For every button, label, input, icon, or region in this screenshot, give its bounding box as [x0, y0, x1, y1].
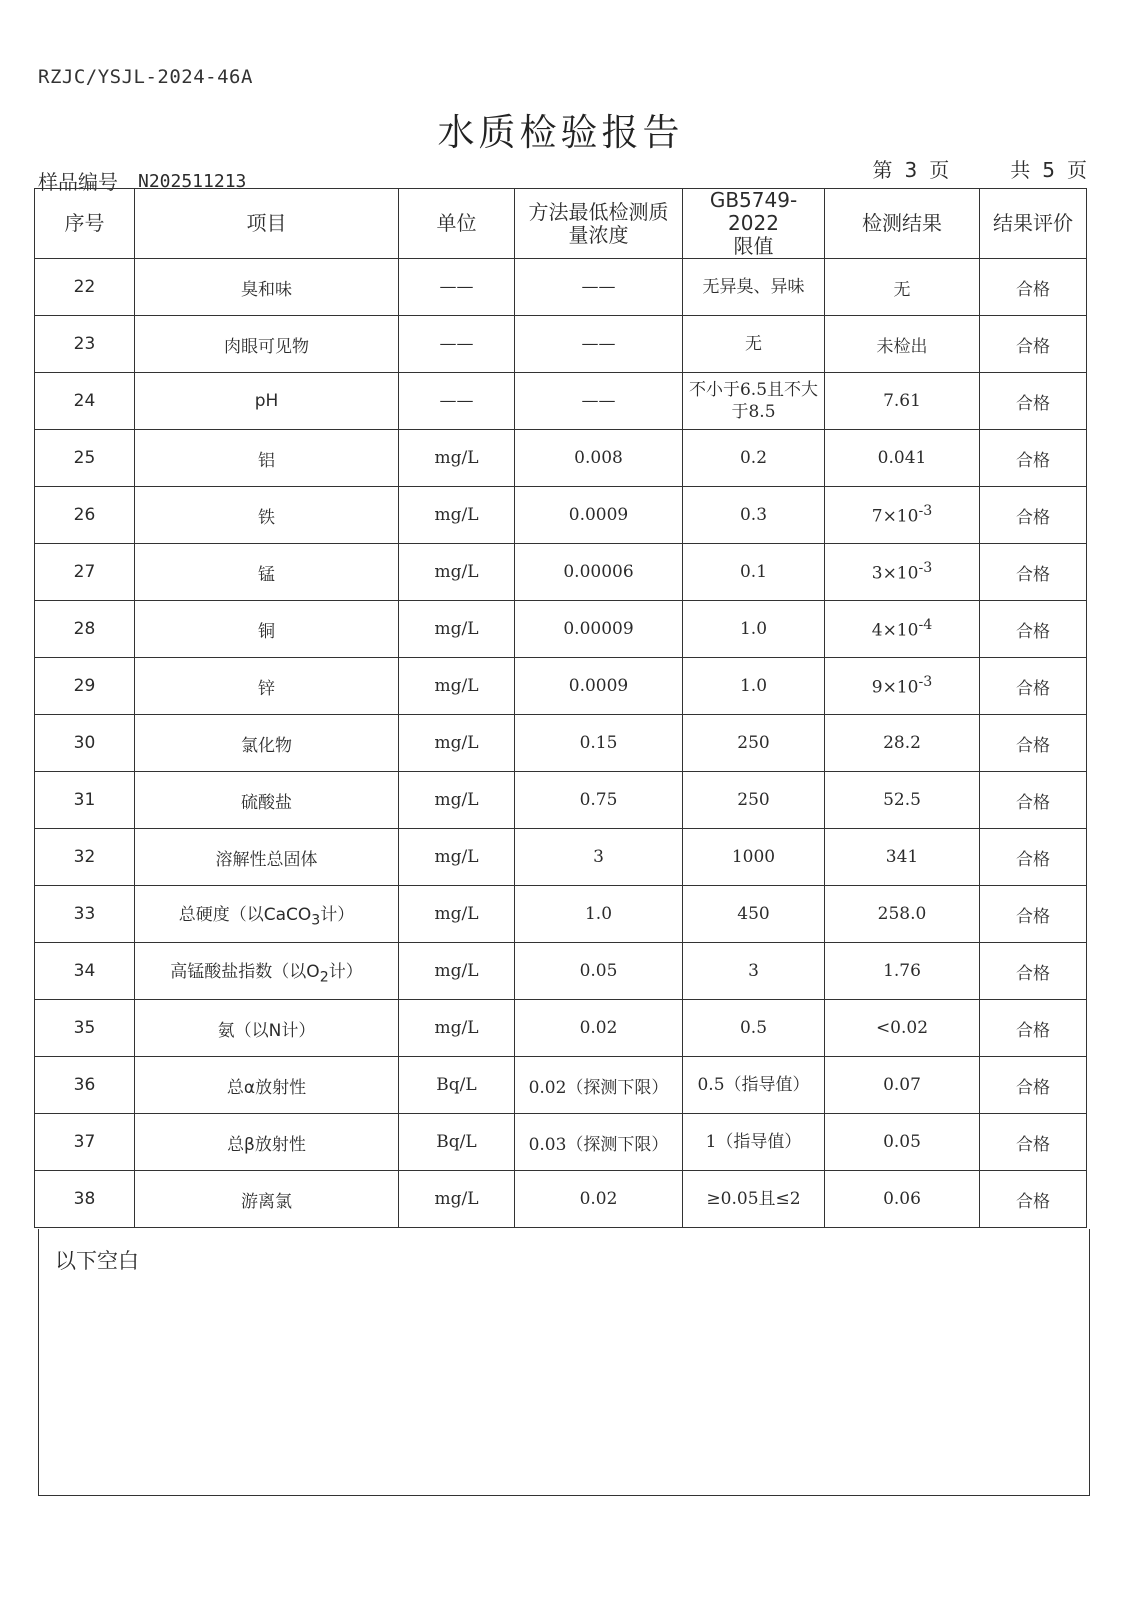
cell-result [825, 601, 980, 658]
cell-mdl: 3 [515, 829, 683, 886]
cell-item [135, 886, 399, 943]
cell-result: 1.76 [825, 943, 980, 1000]
cell-mdl: 1.0 [515, 886, 683, 943]
table-row [35, 1171, 1087, 1228]
cell-unit: mg/L [399, 544, 515, 601]
result-exponent: -3 [918, 503, 933, 520]
cell-mdl: 0.15 [515, 715, 683, 772]
cell-result: 0.05 [825, 1114, 980, 1171]
cell-limit: 3 [683, 943, 825, 1000]
cell-no: 32 [35, 829, 135, 886]
table-row [35, 886, 1087, 943]
cell-unit: Bq/L [399, 1114, 515, 1171]
cell-item: 总α放射性 [135, 1057, 399, 1114]
col-header-no: 序号 [35, 189, 135, 259]
cell-mdl: 0.02（探测下限） [515, 1057, 683, 1114]
cell-result: 258.0 [825, 886, 980, 943]
cell-evaluation: 合格 [980, 658, 1087, 715]
cell-unit: mg/L [399, 601, 515, 658]
sample-number-label: 样品编号 [38, 170, 118, 194]
cell-unit: mg/L [399, 715, 515, 772]
cell-item: 氯化物 [135, 715, 399, 772]
table-body [35, 259, 1087, 1228]
table-row [35, 487, 1087, 544]
cell-unit: mg/L [399, 772, 515, 829]
table-row [35, 1114, 1087, 1171]
table-row [35, 943, 1087, 1000]
page-current: 3 [904, 158, 918, 182]
cell-mdl: 0.00006 [515, 544, 683, 601]
col-header-result: 检测结果 [825, 189, 980, 259]
cell-unit: —— [399, 316, 515, 373]
table-row [35, 544, 1087, 601]
cell-mdl: 0.02 [515, 1171, 683, 1228]
cell-mdl: —— [515, 373, 683, 430]
cell-no: 23 [35, 316, 135, 373]
cell-item: 总β放射性 [135, 1114, 399, 1171]
cell-unit: mg/L [399, 658, 515, 715]
cell-no: 27 [35, 544, 135, 601]
cell-evaluation: 合格 [980, 601, 1087, 658]
cell-item: 游离氯 [135, 1171, 399, 1228]
cell-limit: 250 [683, 715, 825, 772]
cell-limit: 不小于6.5且不大于8.5 [683, 373, 825, 430]
cell-evaluation: 合格 [980, 259, 1087, 316]
cell-item: 锌 [135, 658, 399, 715]
blank-area [38, 1229, 1090, 1496]
item-subscript: 3 [311, 912, 321, 929]
cell-evaluation: 合格 [980, 316, 1087, 373]
cell-item: 溶解性总固体 [135, 829, 399, 886]
item-subscript: 2 [319, 969, 329, 986]
cell-mdl: 0.00009 [515, 601, 683, 658]
table-row [35, 772, 1087, 829]
result-exponent: -3 [918, 560, 933, 577]
cell-evaluation: 合格 [980, 715, 1087, 772]
col-header-limit-label: 限值 [733, 234, 774, 258]
cell-limit: 1.0 [683, 658, 825, 715]
cell-limit: 1.0 [683, 601, 825, 658]
cell-result: 未检出 [825, 316, 980, 373]
cell-limit: 1（指导值） [683, 1114, 825, 1171]
cell-limit: 无 [683, 316, 825, 373]
page-indicator [866, 154, 1093, 183]
cell-unit: —— [399, 259, 515, 316]
cell-no: 36 [35, 1057, 135, 1114]
table-row [35, 1000, 1087, 1057]
cell-unit: —— [399, 373, 515, 430]
cell-result: 28.2 [825, 715, 980, 772]
cell-limit: 250 [683, 772, 825, 829]
cell-no: 38 [35, 1171, 135, 1228]
cell-no: 34 [35, 943, 135, 1000]
cell-no: 33 [35, 886, 135, 943]
cell-result: 无 [825, 259, 980, 316]
cell-item: 铜 [135, 601, 399, 658]
cell-limit: 0.3 [683, 487, 825, 544]
blank-note: 以下空白 [55, 1249, 139, 1273]
cell-no: 28 [35, 601, 135, 658]
cell-item: pH [135, 373, 399, 430]
cell-item [135, 943, 399, 1000]
cell-unit: mg/L [399, 1171, 515, 1228]
cell-no: 31 [35, 772, 135, 829]
cell-item: 锰 [135, 544, 399, 601]
col-header-limit-standard: GB5749-2022 [709, 188, 798, 235]
cell-result: 341 [825, 829, 980, 886]
cell-unit: Bq/L [399, 1057, 515, 1114]
cell-limit: 0.2 [683, 430, 825, 487]
table-row [35, 601, 1087, 658]
col-header-evaluation: 结果评价 [980, 189, 1087, 259]
cell-no: 30 [35, 715, 135, 772]
cell-unit: mg/L [399, 1000, 515, 1057]
table-row [35, 658, 1087, 715]
cell-no: 26 [35, 487, 135, 544]
cell-mdl: 0.02 [515, 1000, 683, 1057]
cell-mdl: 0.0009 [515, 658, 683, 715]
item-text-suffix: 计） [320, 904, 355, 925]
cell-no: 22 [35, 259, 135, 316]
cell-evaluation: 合格 [980, 430, 1087, 487]
cell-evaluation: 合格 [980, 886, 1087, 943]
cell-mdl: 0.008 [515, 430, 683, 487]
col-header-item: 项目 [135, 189, 399, 259]
result-mantissa: 4×10 [871, 620, 919, 641]
sample-number-value: N202511213 [138, 171, 247, 192]
cell-result: 0.06 [825, 1171, 980, 1228]
cell-evaluation: 合格 [980, 1171, 1087, 1228]
col-header-limit [683, 189, 825, 259]
cell-evaluation: 合格 [980, 1114, 1087, 1171]
report-title: 水质检验报告 [437, 111, 684, 154]
cell-mdl: 0.03（探测下限） [515, 1114, 683, 1171]
col-header-unit: 单位 [399, 189, 515, 259]
cell-mdl: 0.05 [515, 943, 683, 1000]
result-exponent: -3 [918, 674, 933, 691]
cell-limit: 450 [683, 886, 825, 943]
cell-item: 肉眼可见物 [135, 316, 399, 373]
cell-unit: mg/L [399, 430, 515, 487]
col-header-mdl: 方法最低检测质量浓度 [515, 189, 683, 259]
cell-item: 硫酸盐 [135, 772, 399, 829]
cell-unit: mg/L [399, 943, 515, 1000]
page-gong-text: 共 [1010, 158, 1031, 182]
cell-result: <0.02 [825, 1000, 980, 1057]
cell-mdl: —— [515, 316, 683, 373]
cell-item: 铁 [135, 487, 399, 544]
cell-limit: 0.1 [683, 544, 825, 601]
cell-no: 37 [35, 1114, 135, 1171]
cell-evaluation: 合格 [980, 772, 1087, 829]
item-text-suffix: 计） [328, 961, 363, 982]
table-header-row [35, 189, 1087, 259]
result-mantissa: 9×10 [871, 677, 919, 698]
cell-no: 24 [35, 373, 135, 430]
cell-result: 0.07 [825, 1057, 980, 1114]
page-ye-text: 页 [929, 158, 950, 182]
result-mantissa: 3×10 [871, 563, 919, 584]
cell-result [825, 487, 980, 544]
document-code: RZJC/YSJL-2024-46A [38, 66, 253, 88]
cell-evaluation: 合格 [980, 1057, 1087, 1114]
cell-result: 7.61 [825, 373, 980, 430]
page-total: 5 [1042, 158, 1055, 182]
cell-result [825, 544, 980, 601]
cell-item: 铝 [135, 430, 399, 487]
cell-item: 氨（以N计） [135, 1000, 399, 1057]
page-di-text: 第 [872, 158, 893, 182]
cell-no: 25 [35, 430, 135, 487]
item-text: 总硬度（以CaCO [178, 904, 312, 925]
water-quality-table [34, 188, 1087, 1228]
cell-limit: ≥0.05且≤2 [683, 1171, 825, 1228]
page-ye-text-2: 页 [1067, 158, 1087, 182]
cell-result [825, 658, 980, 715]
cell-evaluation: 合格 [980, 487, 1087, 544]
table-row [35, 1057, 1087, 1114]
cell-limit: 1000 [683, 829, 825, 886]
cell-unit: mg/L [399, 487, 515, 544]
cell-evaluation: 合格 [980, 544, 1087, 601]
item-text: 高锰酸盐指数（以O [170, 961, 320, 982]
cell-evaluation: 合格 [980, 1000, 1087, 1057]
cell-unit: mg/L [399, 886, 515, 943]
table-row [35, 259, 1087, 316]
cell-item: 臭和味 [135, 259, 399, 316]
table-row [35, 430, 1087, 487]
cell-mdl: 0.0009 [515, 487, 683, 544]
cell-evaluation: 合格 [980, 829, 1087, 886]
cell-limit: 无异臭、异味 [683, 259, 825, 316]
cell-result: 52.5 [825, 772, 980, 829]
cell-limit: 0.5（指导值） [683, 1057, 825, 1114]
cell-result: 0.041 [825, 430, 980, 487]
table-row [35, 715, 1087, 772]
cell-mdl: 0.75 [515, 772, 683, 829]
result-exponent: -4 [918, 617, 933, 634]
cell-evaluation: 合格 [980, 373, 1087, 430]
cell-no: 29 [35, 658, 135, 715]
cell-limit: 0.5 [683, 1000, 825, 1057]
table-row [35, 316, 1087, 373]
cell-no: 35 [35, 1000, 135, 1057]
cell-mdl: —— [515, 259, 683, 316]
result-mantissa: 7×10 [871, 506, 919, 527]
cell-evaluation: 合格 [980, 943, 1087, 1000]
table-row [35, 829, 1087, 886]
table-row [35, 373, 1087, 430]
cell-unit: mg/L [399, 829, 515, 886]
